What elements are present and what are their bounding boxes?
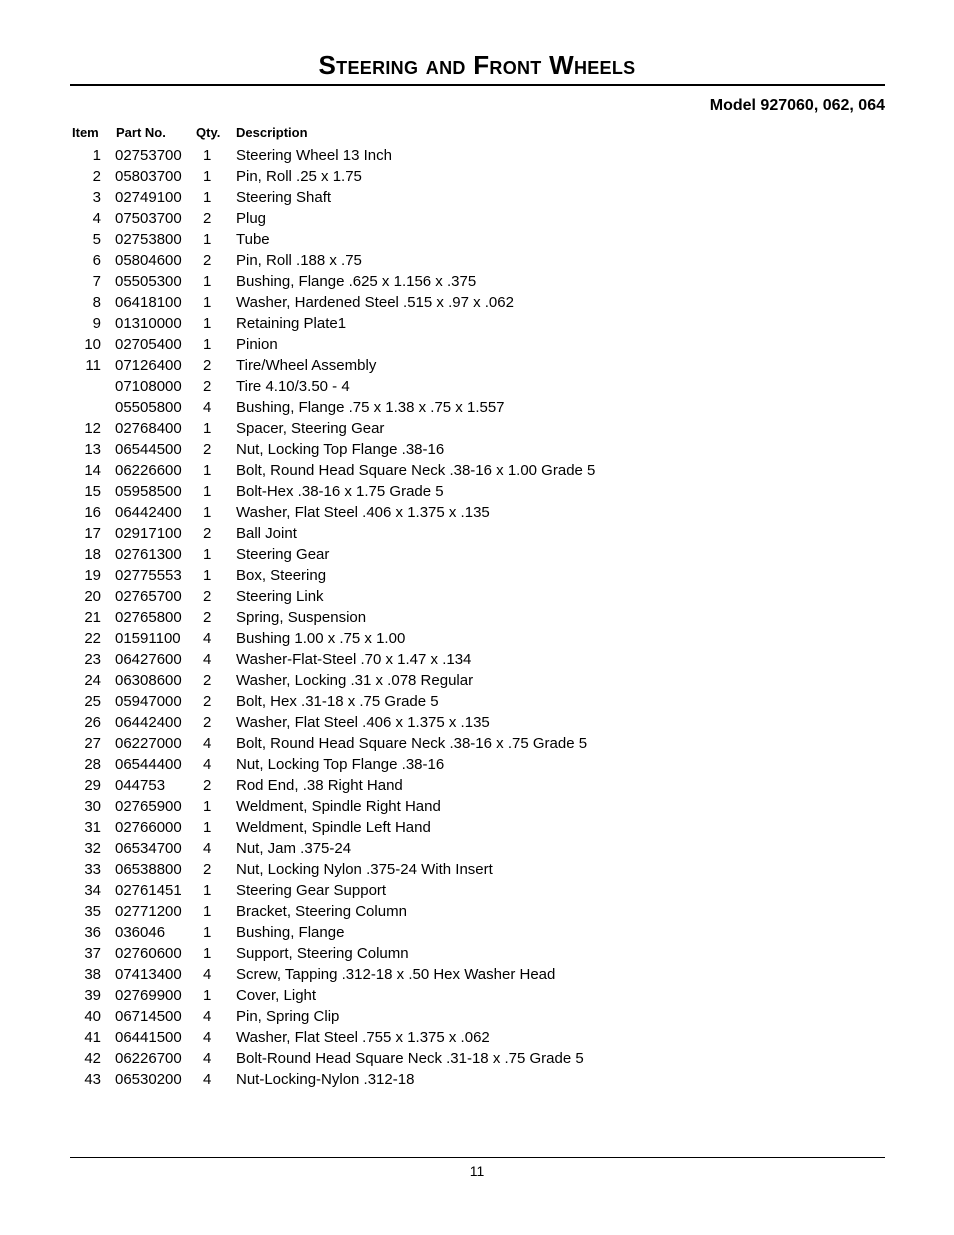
cell-item: 39: [84, 987, 101, 1004]
cell-part-no: 06418100: [115, 294, 182, 311]
cell-qty: 1: [203, 546, 212, 563]
cell-description: Ball Joint: [236, 525, 297, 542]
cell-part-no: 02761300: [115, 546, 182, 563]
cell-item: 7: [92, 273, 101, 290]
cell-item: 19: [84, 567, 101, 584]
cell-part-no: 02765800: [115, 609, 182, 626]
cell-qty: 2: [203, 693, 212, 710]
table-row: [0, 565, 954, 586]
cell-part-no: 01591100: [115, 630, 181, 647]
cell-description: Bolt, Hex .31-18 x .75 Grade 5: [236, 693, 439, 710]
cell-description: Bushing, Flange .75 x 1.38 x .75 x 1.557: [236, 399, 505, 416]
cell-item: 11: [85, 357, 101, 374]
cell-item: 29: [84, 777, 101, 794]
cell-part-no: 02753800: [115, 231, 182, 248]
cell-description: Retaining Plate1: [236, 315, 347, 332]
cell-item: 21: [84, 609, 101, 626]
cell-qty: 1: [203, 567, 212, 584]
cell-qty: 1: [203, 147, 212, 164]
cell-item: 4: [92, 210, 101, 227]
cell-item: 9: [92, 315, 101, 332]
cell-qty: 1: [203, 315, 212, 332]
cell-qty: 4: [203, 630, 212, 647]
table-row: [0, 292, 954, 313]
cell-qty: 2: [203, 252, 212, 269]
cell-part-no: 02766000: [115, 819, 182, 836]
table-row: [0, 838, 954, 859]
cell-item: 2: [92, 168, 101, 185]
footer-divider: [70, 1157, 885, 1158]
cell-qty: 1: [203, 987, 212, 1004]
cell-description: Steering Gear Support: [236, 882, 387, 899]
cell-qty: 2: [203, 861, 212, 878]
cell-part-no: 02765700: [115, 588, 182, 605]
cell-qty: 4: [203, 840, 212, 857]
table-row: [0, 1069, 954, 1090]
cell-description: Tire 4.10/3.50 - 4: [236, 378, 350, 395]
cell-description: Washer, Flat Steel .755 x 1.375 x .062: [236, 1029, 490, 1046]
cell-description: Washer-Flat-Steel .70 x 1.47 x .134: [236, 651, 472, 668]
cell-description: Bolt-Round Head Square Neck .31-18 x .75 Grade 5: [236, 1050, 584, 1067]
cell-description: Nut-Locking-Nylon .312-18: [236, 1071, 415, 1088]
cell-description: Steering Shaft: [236, 189, 332, 206]
cell-part-no: 06534700: [115, 840, 182, 857]
parts-table-header: [0, 124, 954, 142]
table-row: [0, 649, 954, 670]
header-qty: Qty.: [196, 125, 221, 140]
page-title: Steering and Front Wheels: [318, 50, 636, 80]
cell-part-no: 02749100: [115, 189, 182, 206]
cell-description: Spacer, Steering Gear: [236, 420, 385, 437]
cell-part-no: 05505300: [115, 273, 182, 290]
cell-description: Cover, Light: [236, 987, 317, 1004]
table-row: [0, 817, 954, 838]
cell-part-no: 02761451: [115, 882, 182, 899]
cell-part-no: 02768400: [115, 420, 182, 437]
cell-description: Weldment, Spindle Left Hand: [236, 819, 431, 836]
cell-qty: 1: [203, 231, 212, 248]
cell-description: Box, Steering: [236, 567, 327, 584]
table-row: [0, 1006, 954, 1027]
cell-qty: 4: [203, 651, 212, 668]
table-row: [0, 859, 954, 880]
cell-item: 36: [84, 924, 101, 941]
cell-qty: 1: [203, 504, 212, 521]
cell-qty: 1: [203, 924, 212, 941]
cell-part-no: 06308600: [115, 672, 182, 689]
cell-description: Steering Link: [236, 588, 324, 605]
cell-qty: 1: [203, 819, 212, 836]
cell-qty: 1: [203, 168, 212, 185]
title-divider: [70, 84, 885, 86]
cell-part-no: 02769900: [115, 987, 182, 1004]
cell-qty: 2: [203, 357, 212, 374]
cell-part-no: 06544400: [115, 756, 182, 773]
cell-qty: 1: [203, 189, 212, 206]
table-row: [0, 355, 954, 376]
cell-qty: 2: [203, 588, 212, 605]
table-row: [0, 145, 954, 166]
cell-item: 13: [84, 441, 101, 458]
cell-description: Bushing, Flange .625 x 1.156 x .375: [236, 273, 477, 290]
cell-description: Washer, Flat Steel .406 x 1.375 x .135: [236, 504, 490, 521]
cell-item: 26: [84, 714, 101, 731]
cell-description: Bolt, Round Head Square Neck .38-16 x 1.00 Grade 5: [236, 462, 596, 479]
cell-part-no: 06441500: [115, 1029, 182, 1046]
cell-qty: 2: [203, 441, 212, 458]
cell-part-no: 06538800: [115, 861, 182, 878]
table-row: [0, 250, 954, 271]
table-row: [0, 502, 954, 523]
model-heading: Model 927060, 062, 064: [709, 97, 885, 114]
page-number: 11: [469, 1163, 485, 1179]
cell-item: 24: [84, 672, 101, 689]
cell-description: Bolt-Hex .38-16 x 1.75 Grade 5: [236, 483, 444, 500]
table-row: [0, 943, 954, 964]
cell-qty: 1: [203, 798, 212, 815]
cell-description: Screw, Tapping .312-18 x .50 Hex Washer Head: [236, 966, 556, 983]
cell-qty: 1: [203, 294, 212, 311]
cell-description: Nut, Locking Nylon .375-24 With Insert: [236, 861, 493, 878]
cell-qty: 4: [203, 735, 212, 752]
table-row: [0, 208, 954, 229]
cell-part-no: 06226700: [115, 1050, 182, 1067]
cell-qty: 4: [203, 1050, 212, 1067]
cell-qty: 2: [203, 525, 212, 542]
table-row: [0, 523, 954, 544]
cell-item: 16: [84, 504, 101, 521]
cell-qty: 2: [203, 714, 212, 731]
header-item: Item: [72, 125, 99, 140]
cell-part-no: 05803700: [115, 168, 182, 185]
cell-description: Support, Steering Column: [236, 945, 409, 962]
cell-description: Pin, Roll .188 x .75: [236, 252, 362, 269]
cell-part-no: 02771200: [115, 903, 182, 920]
cell-item: 12: [84, 420, 101, 437]
cell-part-no: 07126400: [115, 357, 182, 374]
cell-qty: 2: [203, 210, 212, 227]
cell-item: 8: [92, 294, 101, 311]
cell-part-no: 02775553: [115, 567, 182, 584]
cell-description: Bracket, Steering Column: [236, 903, 407, 920]
cell-description: Washer, Flat Steel .406 x 1.375 x .135: [236, 714, 490, 731]
table-row: [0, 880, 954, 901]
cell-part-no: 05804600: [115, 252, 182, 269]
cell-part-no: 02917100: [115, 525, 182, 542]
cell-item: 17: [84, 525, 101, 542]
table-row: [0, 754, 954, 775]
cell-part-no: 07503700: [115, 210, 182, 227]
table-row: [0, 985, 954, 1006]
cell-part-no: 06226600: [115, 462, 182, 479]
cell-item: 27: [84, 735, 101, 752]
cell-description: Tube: [236, 231, 270, 248]
cell-qty: 4: [203, 1029, 212, 1046]
cell-item: 15: [84, 483, 101, 500]
table-row: [0, 733, 954, 754]
cell-item: 37: [84, 945, 101, 962]
cell-item: 33: [84, 861, 101, 878]
cell-description: Bushing 1.00 x .75 x 1.00: [236, 630, 406, 647]
cell-description: Pin, Spring Clip: [236, 1008, 340, 1025]
cell-item: 40: [84, 1008, 101, 1025]
cell-description: Washer, Locking .31 x .078 Regular: [236, 672, 474, 689]
cell-part-no: 06442400: [115, 714, 182, 731]
cell-item: 28: [84, 756, 101, 773]
cell-description: Spring, Suspension: [236, 609, 367, 626]
cell-qty: 4: [203, 1008, 212, 1025]
cell-item: 18: [84, 546, 101, 563]
table-row: [0, 586, 954, 607]
cell-part-no: 06427600: [115, 651, 182, 668]
table-row: [0, 397, 954, 418]
table-row: [0, 922, 954, 943]
cell-description: Nut, Locking Top Flange .38-16: [236, 441, 445, 458]
table-row: [0, 607, 954, 628]
table-row: [0, 670, 954, 691]
cell-qty: 1: [203, 273, 212, 290]
cell-item: 42: [84, 1050, 101, 1067]
cell-item: 38: [84, 966, 101, 983]
cell-item: 34: [84, 882, 101, 899]
cell-description: Steering Gear: [236, 546, 330, 563]
cell-part-no: 06442400: [115, 504, 182, 521]
table-row: [0, 481, 954, 502]
cell-qty: 1: [203, 420, 212, 437]
cell-part-no: 044753: [115, 777, 166, 794]
cell-part-no: 02765900: [115, 798, 182, 815]
cell-qty: 2: [203, 777, 212, 794]
table-row: [0, 313, 954, 334]
cell-item: 1: [92, 147, 101, 164]
cell-description: Pinion: [236, 336, 278, 353]
cell-item: 22: [84, 630, 101, 647]
cell-description: Nut, Jam .375-24: [236, 840, 352, 857]
cell-qty: 1: [203, 903, 212, 920]
cell-item: 5: [92, 231, 101, 248]
table-row: [0, 712, 954, 733]
table-row: [0, 1027, 954, 1048]
table-row: [0, 376, 954, 397]
cell-qty: 4: [203, 966, 212, 983]
cell-part-no: 05947000: [115, 693, 182, 710]
cell-part-no: 06530200: [115, 1071, 182, 1088]
table-row: [0, 187, 954, 208]
parts-table-body: [0, 145, 954, 1090]
table-row: [0, 796, 954, 817]
cell-item: 31: [84, 819, 101, 836]
cell-part-no: 036046: [115, 924, 166, 941]
cell-part-no: 07108000: [115, 378, 182, 395]
table-row: [0, 418, 954, 439]
cell-item: 41: [84, 1029, 101, 1046]
cell-description: Bushing, Flange: [236, 924, 345, 941]
cell-item: 10: [84, 336, 101, 353]
table-row: [0, 1048, 954, 1069]
cell-qty: 4: [203, 1071, 212, 1088]
cell-description: Plug: [236, 210, 267, 227]
cell-description: Bolt, Round Head Square Neck .38-16 x .75 Grade 5: [236, 735, 588, 752]
table-row: [0, 166, 954, 187]
table-row: [0, 544, 954, 565]
cell-part-no: 06714500: [115, 1008, 182, 1025]
cell-description: Pin, Roll .25 x 1.75: [236, 168, 362, 185]
cell-part-no: 06544500: [115, 441, 182, 458]
cell-description: Tire/Wheel Assembly: [236, 357, 377, 374]
cell-qty: 2: [203, 672, 212, 689]
table-row: [0, 901, 954, 922]
cell-part-no: 05505800: [115, 399, 182, 416]
cell-part-no: 06227000: [115, 735, 182, 752]
header-part-no: Part No.: [116, 125, 166, 140]
cell-qty: 2: [203, 378, 212, 395]
cell-part-no: 07413400: [115, 966, 182, 983]
cell-item: 35: [84, 903, 101, 920]
cell-description: Washer, Hardened Steel .515 x .97 x .062: [236, 294, 514, 311]
cell-item: 25: [84, 693, 101, 710]
cell-qty: 1: [203, 945, 212, 962]
cell-item: 3: [92, 189, 101, 206]
table-row: [0, 628, 954, 649]
cell-item: 43: [84, 1071, 101, 1088]
cell-description: Nut, Locking Top Flange .38-16: [236, 756, 445, 773]
cell-qty: 1: [203, 483, 212, 500]
cell-item: 30: [84, 798, 101, 815]
cell-qty: 4: [203, 756, 212, 773]
cell-part-no: 01310000: [115, 315, 182, 332]
table-row: [0, 691, 954, 712]
cell-item: 6: [92, 252, 101, 269]
table-row: [0, 334, 954, 355]
cell-part-no: 02760600: [115, 945, 182, 962]
table-row: [0, 964, 954, 985]
table-row: [0, 775, 954, 796]
cell-part-no: 02753700: [115, 147, 182, 164]
table-row: [0, 439, 954, 460]
cell-item: 14: [84, 462, 101, 479]
header-description: Description: [236, 125, 308, 140]
cell-qty: 2: [203, 609, 212, 626]
cell-description: Rod End, .38 Right Hand: [236, 777, 403, 794]
cell-qty: 1: [203, 462, 212, 479]
cell-part-no: 02705400: [115, 336, 182, 353]
cell-part-no: 05958500: [115, 483, 182, 500]
cell-item: 23: [84, 651, 101, 668]
cell-item: 32: [84, 840, 101, 857]
cell-description: Weldment, Spindle Right Hand: [236, 798, 441, 815]
cell-item: 20: [84, 588, 101, 605]
cell-qty: 1: [203, 882, 212, 899]
table-row: [0, 271, 954, 292]
table-row: [0, 460, 954, 481]
cell-qty: 4: [203, 399, 212, 416]
cell-description: Steering Wheel 13 Inch: [236, 147, 392, 164]
cell-qty: 1: [203, 336, 212, 353]
table-row: [0, 229, 954, 250]
